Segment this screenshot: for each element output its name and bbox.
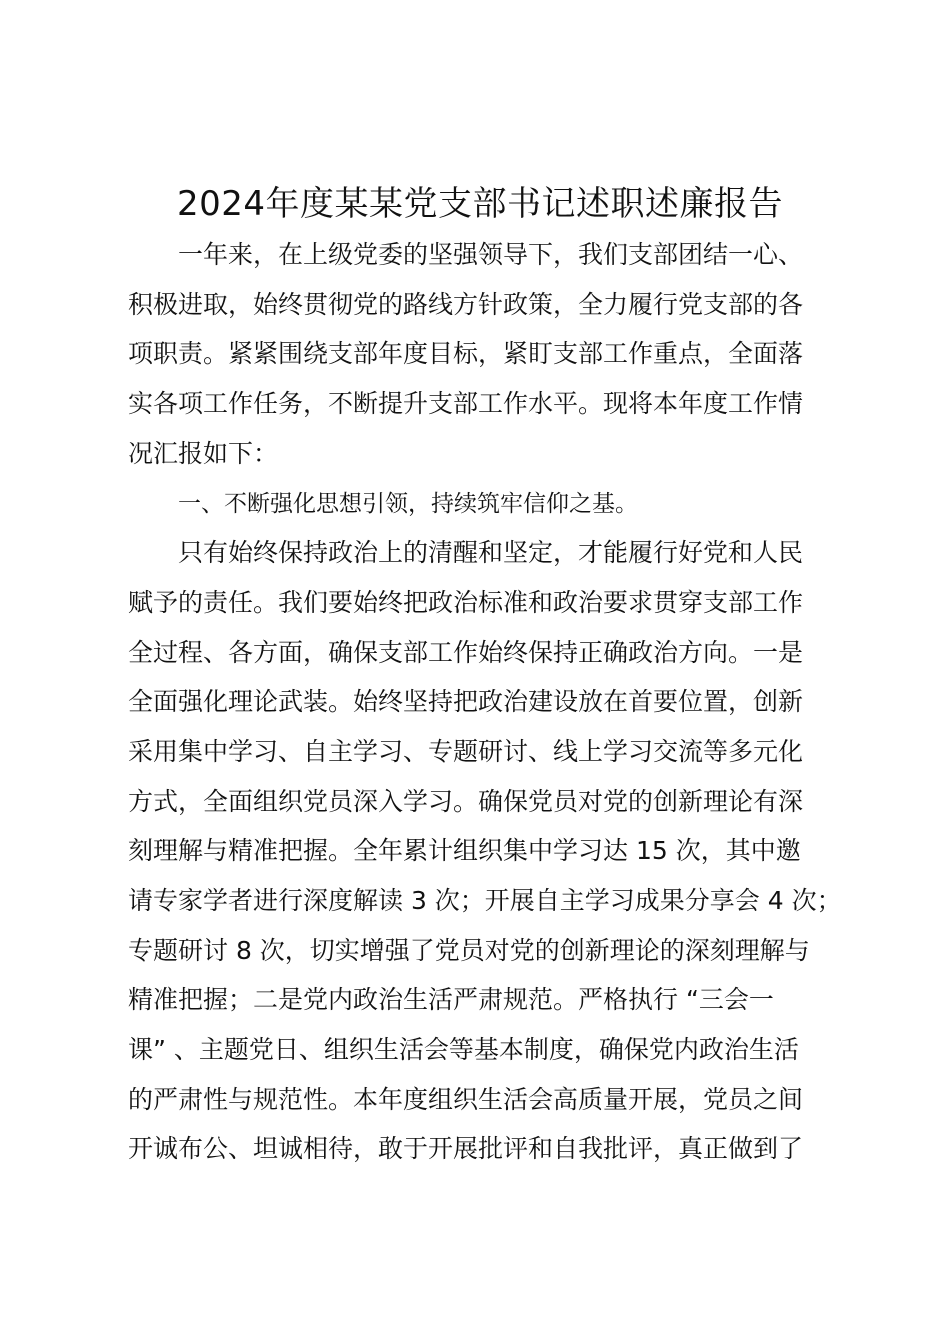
paragraph-line: 项职责。紧紧围绕支部年度目标，紧盯支部工作重点，全面落 xyxy=(128,339,804,368)
paragraph-line: 刻理解与精准把握。全年累计组织集中学习达 15 次，其中邀 xyxy=(128,836,801,865)
paragraph-line: 一年来，在上级党委的坚强领导下，我们支部团结一心、 xyxy=(178,240,804,269)
paragraph-line: 方式，全面组织党员深入学习。确保党员对党的创新理论有深 xyxy=(128,787,804,816)
paragraph-line: 请专家学者进行深度解读 3 次；开展自主学习成果分享会 4 次； xyxy=(128,886,842,915)
section-heading: 一、不断强化思想引领，持续筑牢信仰之基。 xyxy=(178,491,638,517)
paragraph-line: 采用集中学习、自主学习、专题研讨、线上学习交流等多元化 xyxy=(128,737,804,766)
paragraph-line: 开诚布公、坦诚相待，敢于开展批评和自我批评，真正做到了 xyxy=(128,1134,804,1163)
document-title: 2024年度某某党支部书记述职述廉报告 xyxy=(176,184,784,224)
paragraph-line: 全过程、各方面，确保支部工作始终保持正确政治方向。一是 xyxy=(128,638,804,667)
paragraph-line: 积极进取，始终贯彻党的路线方针政策，全力履行党支部的各 xyxy=(128,290,804,319)
paragraph-line: 只有始终保持政治上的清醒和坚定，才能履行好党和人民 xyxy=(178,538,804,567)
paragraph-line: 专题研讨 8 次，切实增强了党员对党的创新理论的深刻理解与 xyxy=(128,936,810,965)
paragraph-line: 赋予的责任。我们要始终把政治标准和政治要求贯穿支部工作 xyxy=(128,588,804,617)
paragraph-line: 的严肃性与规范性。本年度组织生活会高质量开展，党员之间 xyxy=(128,1085,804,1114)
paragraph-line: 实各项工作任务，不断提升支部工作水平。现将本年度工作情 xyxy=(128,389,804,418)
paragraph-line: 课” 、主题党日、组织生活会等基本制度，确保党内政治生活 xyxy=(128,1035,799,1064)
paragraph-line: 精准把握；二是党内政治生活严肃规范。严格执行 “三会一 xyxy=(128,985,774,1014)
paragraph-line: 况汇报如下： xyxy=(128,439,279,468)
paragraph-line: 全面强化理论武装。始终坚持把政治建设放在首要位置，创新 xyxy=(128,687,804,716)
